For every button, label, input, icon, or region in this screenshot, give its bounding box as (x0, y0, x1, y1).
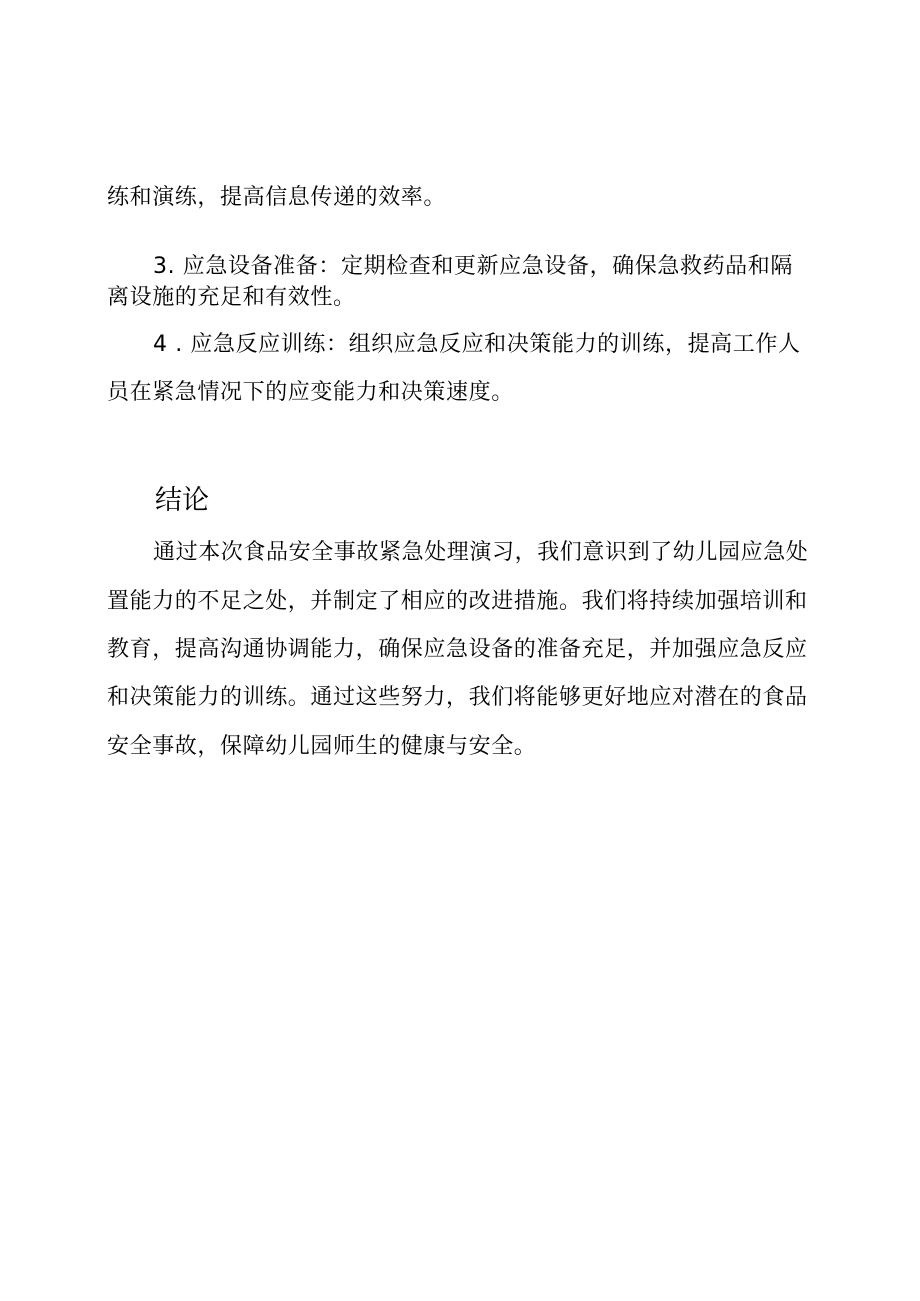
item-4-line-2: 员在紧急情况下的应变能力和决策速度。 (107, 380, 514, 405)
item-3-line-2: 离设施的充足和有效性。 (107, 285, 356, 310)
conclusion-heading: 结论 (155, 485, 209, 516)
paragraph-continuation-line: 练和演练，提高信息传递的效率。 (107, 185, 447, 210)
conclusion-line-5: 安全事故，保障幼儿园师生的健康与安全。 (107, 734, 537, 759)
conclusion-line-2: 置能力的不足之处，并制定了相应的改进措施。我们将持续加强培训和 (107, 589, 808, 614)
conclusion-line-1: 通过本次食品安全事故紧急处理演习，我们意识到了幼儿园应急处 (153, 540, 809, 565)
conclusion-line-3: 教育，提高沟通协调能力，确保应急设备的准备充足，并加强应急反应 (107, 637, 808, 662)
conclusion-line-4: 和决策能力的训练。通过这些努力，我们将能够更好地应对潜在的食品 (107, 685, 808, 710)
item-4-line-1: 4 . 应急反应训练：组织应急反应和决策能力的训练，提高工作人 (153, 332, 801, 357)
item-3-line-1: 3. 应急设备准备：定期检查和更新应急设备，确保急救药品和隔 (153, 254, 793, 279)
